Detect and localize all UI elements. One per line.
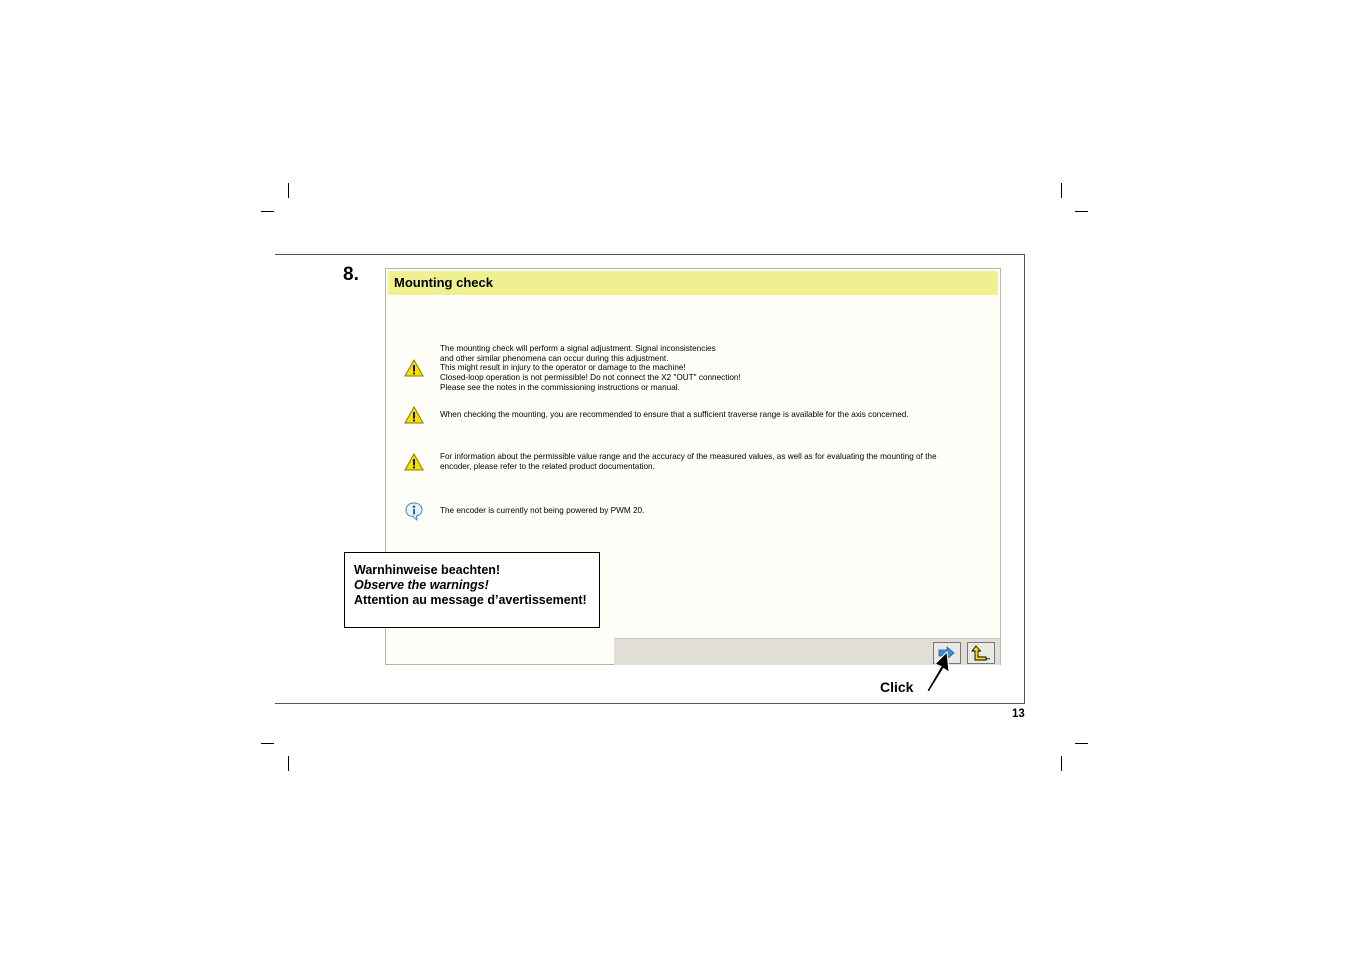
frame-top-rule: [275, 254, 1025, 255]
note-line-de: Warnhinweise beachten!: [354, 563, 501, 577]
mouse-pointer-icon: [925, 650, 953, 694]
back-button[interactable]: [967, 642, 995, 664]
dialog-title: Mounting check: [388, 271, 998, 295]
message-text: The encoder is currently not being powered by PWM 20.: [440, 506, 645, 516]
warning-icon: [404, 405, 424, 425]
warning-note-box: [344, 552, 600, 628]
note-line-en: Observe the warnings!: [354, 578, 489, 592]
click-label: Click: [880, 679, 914, 695]
crop-mark: [261, 211, 274, 212]
page-number: 13: [1012, 708, 1025, 720]
message-text: For information about the permissible value range and the accuracy of the measured values, as well as for evaluating the mounting of the encoder, please refer to the related product documentation.: [440, 452, 937, 471]
step-number: 8.: [343, 264, 359, 285]
message-text: When checking the mounting, you are recommended to ensure that a sufficient traverse range is available for the axis concerned.: [440, 410, 909, 420]
crop-mark: [1075, 743, 1088, 744]
warning-message-1: [404, 344, 990, 393]
info-icon: [404, 501, 424, 521]
warning-message-3: [404, 452, 990, 472]
message-text: The mounting check will perform a signal adjustment. Signal inconsistencies and other similar phenomena can occur during this adjustment. This might result in injury to the operator or damage to the machine! Closed-loop operation is not permissible! Do not connect the X2 "OUT" connection! Please see the notes in the commissioning instructions or manual.: [440, 344, 741, 392]
frame-bottom-rule: [275, 703, 1025, 704]
crop-mark: [288, 183, 289, 198]
info-message: [404, 501, 990, 521]
crop-mark: [1061, 756, 1062, 771]
warning-icon: [404, 452, 424, 472]
warning-icon: [404, 358, 424, 378]
crop-mark: [1075, 211, 1088, 212]
crop-mark: [261, 743, 274, 744]
warning-message-2: [404, 405, 990, 425]
crop-mark: [1061, 183, 1062, 198]
return-arrow-icon: [971, 645, 991, 661]
crop-mark: [288, 756, 289, 771]
note-line-fr: Attention au message d’avertissement!: [354, 593, 587, 607]
frame-right-rule: [1024, 254, 1025, 704]
